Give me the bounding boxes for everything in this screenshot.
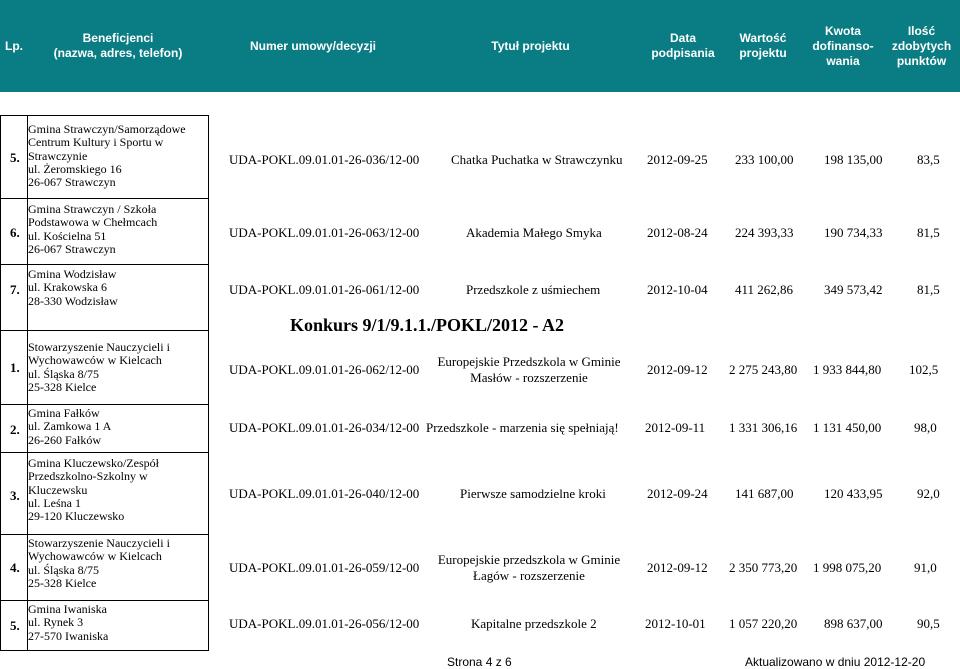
row-wartosc: 2 275 243,80 [729,362,798,377]
row-beneficjent: Gmina Iwaniska ul. Rynek 3 27-570 Iwaniska [28,602,109,643]
grid-line [0,264,209,265]
row-beneficjent: Stowarzyszenie Nauczycieli i Wychowawców w Kielcach ul. Śląska 8/75 25-328 Kielce [28,536,170,590]
row-umowa: UDA-POKL.09.01.01-26-059/12-00 [229,560,420,575]
row-data: 2012-09-25 [647,152,708,167]
row-lp: 5. [10,150,20,165]
row-beneficjent: Gmina Kluczewsko/Zespół Przedszkolno-Szkolny w Kluczewsku ul. Leśna 1 29-120 Kluczewsko [28,456,159,524]
row-punkty: 81,5 [917,225,940,240]
header-kwota: Kwota dofinanso- wania [812,23,874,68]
row-punkty: 90,5 [917,616,940,631]
row-punkty: 81,5 [917,282,940,297]
row-lp: 3. [10,488,20,503]
row-wartosc: 411 262,86 [735,282,794,297]
update-date: Aktualizowano w dniu 2012-12-20 [745,655,926,669]
row-wartosc: 233 100,00 [735,152,794,167]
row-tytul: Kapitalne przedszkole 2 [471,616,597,631]
row-lp: 1. [10,360,20,375]
row-beneficjent: Gmina Wodzisław ul. Krakowska 6 28-330 Wodzisław [28,267,118,308]
header-data: Data podpisania [651,31,715,60]
row-punkty: 92,0 [917,486,940,501]
row-lp: 7. [10,282,20,297]
row-data: 2012-09-12 [647,362,708,377]
row-beneficjent: Gmina Strawczyn / Szkoła Podstawowa w Chełmcach ul. Kościelna 51 26-067 Strawczyn [28,202,158,256]
row-punkty: 98,0 [914,420,937,435]
grid-line [0,198,209,199]
grid-line [0,404,209,405]
row-data: 2012-10-01 [645,616,706,631]
row-umowa: UDA-POKL.09.01.01-26-034/12-00 [229,420,420,435]
row-lp: 4. [10,560,20,575]
row-data: 2012-10-04 [647,282,708,297]
row-wartosc: 224 393,33 [735,225,794,240]
row-umowa: UDA-POKL.09.01.01-26-063/12-00 [229,225,420,240]
grid-line [0,330,209,331]
row-data: 2012-08-24 [647,225,708,240]
header-lp: Lp. [5,38,23,53]
header-umowa: Numer umowy/decyzji [249,38,377,53]
grid-line [0,600,209,601]
header-tytul: Tytuł projektu [491,38,570,53]
row-umowa: UDA-POKL.09.01.01-26-056/12-00 [229,616,420,631]
row-tytul: Pierwsze samodzielne kroki [460,486,606,501]
page-number: Strona 4 z 6 [447,655,512,669]
row-kwota: 898 637,00 [824,616,883,631]
row-kwota: 1 998 075,20 [813,560,882,575]
row-kwota: 190 734,33 [824,225,883,240]
grid-line [0,452,209,453]
grid-line [0,534,209,535]
table-header [0,0,960,92]
grid-line [0,115,1,650]
grid-line [208,115,209,650]
row-kwota: 198 135,00 [824,152,883,167]
row-data: 2012-09-11 [645,420,706,435]
row-umowa: UDA-POKL.09.01.01-26-036/12-00 [229,152,420,167]
row-punkty: 102,5 [909,362,939,377]
row-wartosc: 141 687,00 [735,486,794,501]
row-lp: 6. [10,225,20,240]
row-wartosc: 1 057 220,20 [729,616,798,631]
header-wartosc: Wartość projektu [739,31,787,60]
row-tytul: Chatka Puchatka w Strawczynku [451,152,623,167]
grid-line [0,115,209,116]
row-tytul: Europejskie przedszkola w Gminie Łagów - rozszerzenie [437,552,621,583]
row-umowa: UDA-POKL.09.01.01-26-062/12-00 [229,362,420,377]
header-punkty: Ilość zdobytych punktów [891,23,952,68]
row-punkty: 83,5 [917,152,940,167]
row-punkty: 91,0 [914,560,937,575]
row-beneficjent: Gmina Strawczyn/Samorządowe Centrum Kultury i Sportu w Strawczynie ul. Żeromskiego 16 26-067 Strawczyn [28,122,186,190]
row-lp: 2. [10,422,20,437]
row-wartosc: 2 350 773,20 [729,560,798,575]
section-title: Konkurs 9/1/9.1.1./POKL/2012 - A2 [290,315,565,335]
row-kwota: 1 131 450,00 [813,420,882,435]
row-wartosc: 1 331 306,16 [729,420,798,435]
row-lp: 5. [10,618,20,633]
row-tytul: Europejskie Przedszkola w Gminie Masłów - rozszerzenie [437,354,621,385]
row-kwota: 120 433,95 [824,486,883,501]
row-data: 2012-09-12 [647,560,708,575]
row-beneficjent: Gmina Fałków ul. Zamkowa 1 A 26-260 Fałków [28,406,112,447]
row-tytul: Przedszkole z uśmiechem [466,282,601,297]
header-beneficjenci: Beneficjenci (nazwa, adres, telefon) [53,31,183,60]
row-kwota: 349 573,42 [824,282,883,297]
row-tytul: Przedszkole - marzenia się spełniają! [426,420,619,435]
row-umowa: UDA-POKL.09.01.01-26-061/12-00 [229,282,420,297]
row-data: 2012-09-24 [647,486,708,501]
row-beneficjent: Stowarzyszenie Nauczycieli i Wychowawców w Kielcach ul. Śląska 8/75 25-328 Kielce [28,340,170,394]
row-umowa: UDA-POKL.09.01.01-26-040/12-00 [229,486,420,501]
grid-line [0,650,209,651]
row-tytul: Akademia Małego Smyka [466,225,602,240]
row-kwota: 1 933 844,80 [813,362,882,377]
